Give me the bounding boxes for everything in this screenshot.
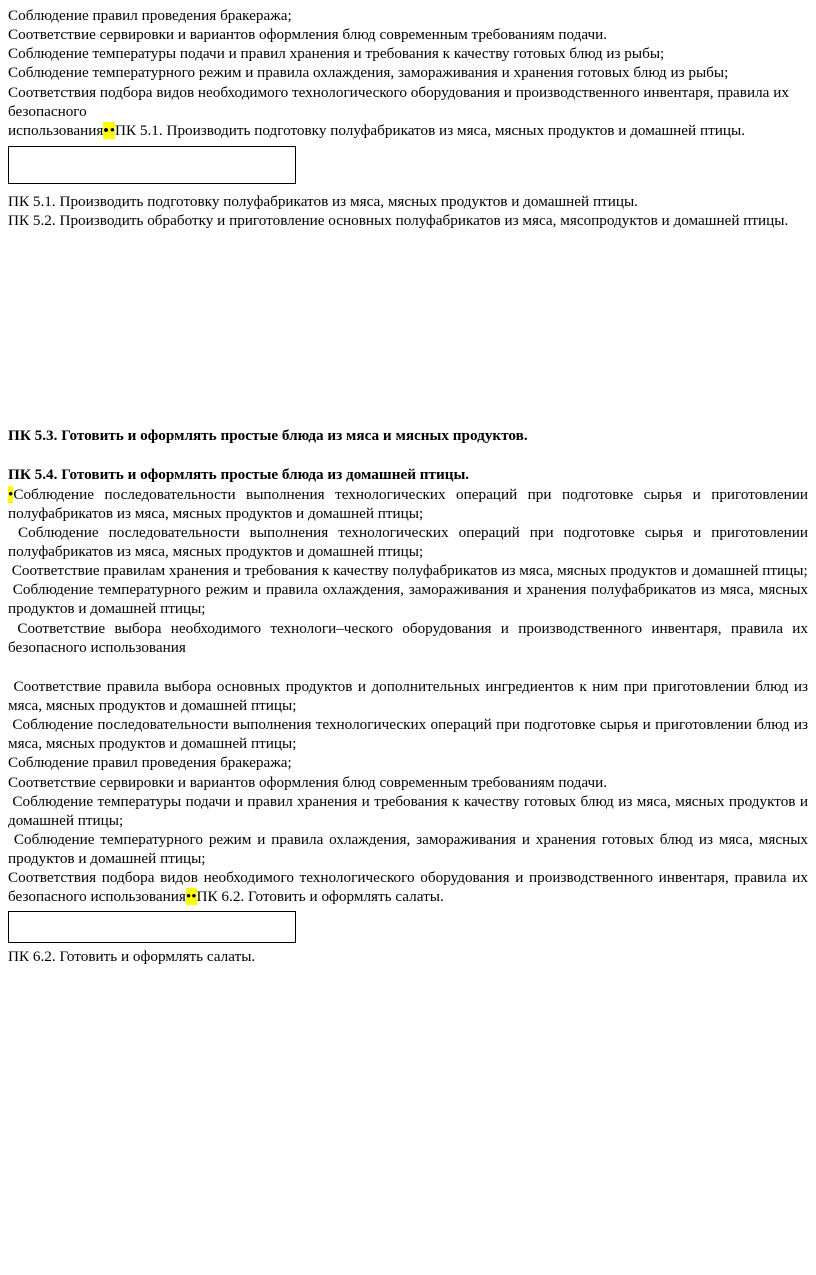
- highlight-bullet-icon: •: [109, 121, 116, 139]
- competency-item-5-3: ПК 5.3. Готовить и оформлять простые блюда из мяса и мясных продуктов.: [8, 427, 528, 445]
- section-three-line-2: Соблюдение правил проведения бракеража;: [8, 754, 292, 772]
- section-two-line-text: Соблюдение температурного режим и правила охлаждения, замораживания и хранения полуфабрикатов из мяса, мясных продуктов и домашней птицы;: [8, 581, 808, 618]
- section-one-trailing-line: [8, 121, 808, 140]
- highlight-bullet-icon: •: [8, 485, 14, 503]
- section-one-inline-heading: ПК 5.1. Производить подготовку полуфабрикатов из мяса, мясных продуктов и домашней птицы.: [115, 121, 745, 139]
- spacer: [8, 445, 808, 465]
- section-two-line-3: [8, 619, 808, 657]
- section-one-line-2: Соблюдение температуры подачи и правил хранения и требования к качеству готовых блюд из рыбы;: [8, 45, 665, 63]
- blank-space-region: [8, 230, 808, 426]
- section-three-inline-heading: ПК 6.2. Готовить и оформлять салаты.: [196, 888, 444, 906]
- trailing-word: использования: [8, 121, 104, 139]
- section-three-line-5: [8, 830, 808, 868]
- section-three-line-1: [8, 715, 808, 753]
- section-one-line-0: Соблюдение правил проведения бракеража;: [8, 7, 292, 24]
- competencies-first-block: [8, 192, 808, 230]
- section-three-line-0: [8, 677, 808, 715]
- section-one-line-4: Соответствия подбора видов необходимого технологического оборудования и производственного инвентаря, правила их безопасного: [8, 83, 789, 120]
- section-two-block: [8, 523, 808, 657]
- section-two-first-line: [8, 485, 808, 523]
- section-three-line-text: Соответствие правила выбора основных продуктов и дополнительных ингредиентов к ним при приготовлении блюд из мяса, мясных продуктов и домашней птицы;: [8, 677, 808, 714]
- section-three-justified-text: Соответствия подбора видов необходимого технологического оборудования и производственного инвентаря, правила их безопасного использования: [8, 869, 808, 906]
- section-three-justified-line: [8, 868, 808, 906]
- section-three-line-text: Соблюдение температурного режим и правила охлаждения, замораживания и хранения готовых блюд из мяса, мясных продуктов и домашней птицы;: [8, 830, 809, 868]
- section-two-line-1: [8, 561, 808, 580]
- section-three-line-3: Соответствие сервировки и вариантов оформления блюд современным требованиям подачи.: [8, 773, 608, 791]
- competency-item: ПК 5.2. Производить обработку и приготовление основных полуфабрикатов из мяса, мясопродуктов и домашней птицы.: [8, 212, 789, 230]
- section-three-line-4: [8, 792, 808, 830]
- section-three-block: [8, 677, 808, 907]
- section-two-line-0: [8, 523, 808, 561]
- highlight-bullet-icon: ••: [185, 888, 197, 906]
- section-one-line-3: Соблюдение температурного режим и правила охлаждения, замораживания и хранения готовых блюд из рыбы;: [8, 64, 729, 82]
- bullet-icon: •: [103, 121, 110, 139]
- section-three-line-text: Соблюдение последовательности выполнения технологических операций при подготовке сырья и приготовлении блюд из мяса, мясных продуктов и домашней птицы;: [8, 716, 808, 753]
- empty-text-box-1[interactable]: [8, 146, 296, 184]
- section-one-block: [8, 6, 808, 140]
- section-two-first-text: Соблюдение последовательности выполнения технологических операций при подготовке сырья и приготовлении полуфабрикатов из мяса, мясных продуктов и домашней птицы;: [8, 485, 808, 522]
- competency-item: ПК 5.1. Производить подготовку полуфабрикатов из мяса, мясных продуктов и домашней птицы.: [8, 192, 638, 210]
- empty-text-box-2[interactable]: [8, 911, 296, 943]
- section-two-line-2: [8, 580, 808, 618]
- competency-item-6-2: ПК 6.2. Готовить и оформлять салаты.: [8, 947, 256, 965]
- competency-item-5-4: ПК 5.4. Готовить и оформлять простые блюда из домашней птицы.: [8, 466, 470, 484]
- section-three-line-text: Соблюдение температуры подачи и правил хранения и требования к качеству готовых блюд из мяса, мясных продуктов и домашней птицы;: [8, 792, 809, 829]
- section-two-line-text: Соответствие выбора необходимого технологи–ческого оборудования и производственного инвентаря, правила их безопасного использования: [8, 619, 808, 656]
- spacer: [8, 657, 808, 677]
- section-two-line-text: Соответствие правилам хранения и требования к качеству полуфабрикатов из мяса, мясных продуктов и домашней птицы;: [11, 562, 808, 580]
- section-one-line-1: Соответствие сервировки и вариантов оформления блюд современным требованиям подачи.: [8, 26, 608, 44]
- section-two-line-text: Соблюдение последовательности выполнения технологических операций при подготовке сырья и приготовлении полуфабрикатов из мяса, мясных продуктов и домашней птицы;: [8, 523, 809, 560]
